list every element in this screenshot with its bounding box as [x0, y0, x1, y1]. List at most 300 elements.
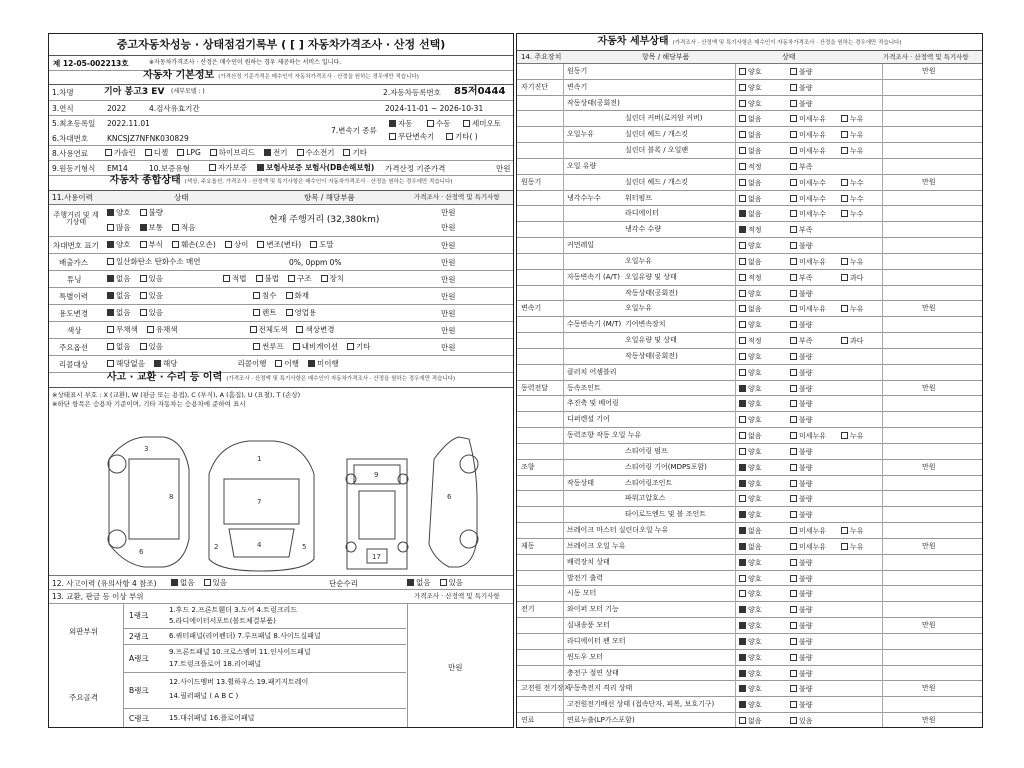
- detail-status-options: 양호 불량: [739, 670, 841, 678]
- detail-category: 조향: [521, 462, 535, 471]
- trans-opt-0: 자동: [389, 120, 413, 128]
- checkbox-icon: [790, 195, 797, 202]
- detail-row: [517, 96, 982, 112]
- checkbox-icon: [171, 579, 178, 586]
- detail-status-options: 없음 미세누수 누수: [739, 179, 892, 187]
- checkbox-icon: [347, 343, 354, 350]
- checkbox-icon: [841, 115, 848, 122]
- checkbox-icon: [790, 305, 797, 312]
- checkbox-icon: [841, 337, 848, 344]
- checkbox-icon: [172, 224, 179, 231]
- detail-status-options: 양호 불량: [739, 369, 841, 377]
- checkbox-icon: [739, 464, 746, 471]
- detail-subitem: 오일누유: [625, 304, 653, 313]
- checkbox-icon: [154, 360, 161, 367]
- detail-row: [517, 634, 982, 650]
- detail-subitem: 냉각수 수량: [625, 225, 662, 234]
- detail-subitem: 실린더 헤드 / 개스킷: [625, 130, 689, 139]
- rank-b-items: 12.사이드멤버 13.휠하우스 19.패키지트레이: [169, 678, 309, 686]
- warranty-label: 10.보증유형: [149, 164, 190, 173]
- vin-mark-row: [49, 237, 513, 254]
- special-opts: 없음 있음 침수 화재: [107, 292, 318, 300]
- detail-price-unit: 만원: [922, 383, 936, 392]
- vin-mark-unit: 만원: [441, 241, 456, 250]
- frame-label: 주요골격: [69, 693, 98, 702]
- checkbox-icon: [343, 149, 350, 156]
- price-label: 가격산정 기준가격: [385, 164, 446, 173]
- detail-row: [517, 381, 982, 397]
- checkbox-icon: [140, 343, 147, 350]
- form-number-note: ※자동차가격조사 · 산정은 매수인이 원하는 경우 제공하는 서비스 입니다.: [149, 59, 342, 66]
- color-label: 색상: [67, 326, 82, 335]
- detail-status-options: 양호 불량: [739, 353, 841, 361]
- detail-status-options: 없음 미세누유 누유: [739, 131, 892, 139]
- rank-c-row: [124, 709, 406, 728]
- detail-item: 수동변속기 (M/T): [567, 320, 622, 329]
- detail-row: [517, 555, 982, 571]
- checkbox-icon: [790, 432, 797, 439]
- checkbox-icon: [739, 195, 746, 202]
- left-panel: [48, 33, 514, 728]
- checkbox-icon: [790, 575, 797, 582]
- rank-c-label: C랭크: [129, 714, 149, 723]
- checkbox-icon: [739, 511, 746, 518]
- checkbox-icon: [739, 670, 746, 677]
- detail-status-options: 적정 부족: [739, 226, 841, 234]
- detail-subitem: 실린더 블록 / 오일팬: [625, 146, 689, 155]
- rank-a-label: A랭크: [129, 654, 149, 663]
- detail-item: 구동축전지 격리 상태: [567, 684, 633, 693]
- checkbox-icon: [739, 210, 746, 217]
- rank-a-items-2: 17.트렁크플로어 18.리어패널: [169, 660, 262, 668]
- checkbox-icon: [107, 241, 114, 248]
- parts-price-unit: 만원: [448, 663, 463, 672]
- detail-subitem: 오일유량 및 상태: [625, 272, 677, 281]
- detail-status-options: 없음 미세누유 누유: [739, 432, 892, 440]
- checkbox-icon: [739, 353, 746, 360]
- checkbox-icon: [140, 309, 147, 316]
- detail-price-unit: 만원: [922, 541, 936, 550]
- detail-status-options: 양호 불량: [739, 84, 841, 92]
- svg-text:3: 3: [144, 445, 149, 453]
- detail-price-unit: 만원: [922, 304, 936, 313]
- checkbox-icon: [790, 115, 797, 122]
- checkbox-icon: [739, 131, 746, 138]
- detail-category: 연료: [521, 716, 535, 725]
- detail-category: 원동기: [521, 177, 542, 186]
- detail-category: 전기: [521, 605, 535, 614]
- checkbox-icon: [841, 210, 848, 217]
- detail-row: [517, 618, 982, 634]
- detail-status-options: 양호 불량: [739, 448, 841, 456]
- checkbox-icon: [739, 590, 746, 597]
- checkbox-icon: [264, 149, 271, 156]
- mileage-label: 주행거리 및 계기상태: [53, 211, 99, 226]
- usage-unit: 만원: [441, 309, 456, 318]
- detail-subitem: 라디에이터: [625, 209, 659, 218]
- detail-status-options: 양호 불량: [739, 321, 841, 329]
- detail-status-options: 양호 불량: [739, 416, 841, 424]
- checkbox-icon: [739, 68, 746, 75]
- detail-status-options: 없음 미세누유 누유: [739, 115, 892, 123]
- detail-item: 냉각수누수: [567, 193, 601, 202]
- checkbox-icon: [145, 149, 152, 156]
- tuning-label: 튜닝: [67, 275, 82, 284]
- detail-category: 변속기: [521, 304, 542, 313]
- svg-text:2: 2: [214, 543, 219, 551]
- detail-status-options: 양호 불량: [739, 606, 841, 614]
- checkbox-icon: [739, 543, 746, 550]
- checkbox-icon: [140, 224, 147, 231]
- rank-b-row: [124, 673, 406, 709]
- checkbox-icon: [739, 84, 746, 91]
- detail-status-options: 적정 부족 과다: [739, 274, 892, 282]
- checkbox-icon: [739, 432, 746, 439]
- detail-row: [517, 365, 982, 381]
- trans-label: 7.변속기 종류: [331, 126, 377, 135]
- checkbox-icon: [841, 527, 848, 534]
- mileage-opts-1: 양호 불량: [107, 209, 172, 217]
- rank-2-items: 6.쿼터패널(리어펜더) 7.루프패널 8.사이드실패널: [169, 632, 321, 640]
- checkbox-icon: [790, 670, 797, 677]
- detail-status-options: 적정 부족 과다: [739, 337, 892, 345]
- checkbox-icon: [790, 210, 797, 217]
- car-right-side-view: [429, 437, 478, 567]
- detail-status-options: 양호 불량: [739, 495, 841, 503]
- detail-item: 배력장치 상태: [567, 557, 610, 566]
- checkbox-icon: [177, 149, 184, 156]
- detail-item: 고전원전기배선 상태 (접속단자, 피복, 보호기구): [567, 700, 715, 709]
- checkbox-icon: [446, 133, 453, 140]
- detail-status-options: 없음 있음: [739, 717, 841, 725]
- checkbox-icon: [790, 527, 797, 534]
- mileage-row: [49, 205, 513, 237]
- basic-row-3: [49, 116, 513, 146]
- detail-status-options: 양호 불량: [739, 242, 841, 250]
- svg-text:7: 7: [257, 498, 262, 506]
- detail-item: 브레이크 마스터 실린더오일 누유: [567, 526, 669, 535]
- checkbox-icon: [790, 622, 797, 629]
- right-panel: [516, 33, 983, 728]
- svg-text:1: 1: [257, 455, 262, 463]
- tuning-unit: 만원: [441, 275, 456, 284]
- trans-opt-1: 수동: [427, 120, 451, 128]
- detail-item: 충전구 절연 상태: [567, 668, 619, 677]
- car-top-view: [209, 441, 314, 571]
- checkbox-icon: [739, 385, 746, 392]
- detail-status-options: 양호 불량: [739, 559, 841, 567]
- detail-row: [517, 270, 982, 286]
- overall-section-title: 자동차 종합상태: [109, 175, 181, 186]
- form-title: 중고자동차성능 · 상태점검기록부 ( [ ] 자동차가격조사 · 산정 선택): [49, 34, 513, 56]
- detail-item: 자동변속기 (A/T): [567, 272, 620, 281]
- svg-text:8: 8: [169, 493, 174, 501]
- checkbox-icon: [790, 559, 797, 566]
- checkbox-icon: [107, 209, 114, 216]
- checkbox-icon: [790, 448, 797, 455]
- checkbox-icon: [223, 275, 230, 282]
- detail-row: [517, 650, 982, 666]
- svg-text:5: 5: [302, 543, 307, 551]
- accident-history-row: [49, 575, 513, 590]
- checkbox-icon: [790, 321, 797, 328]
- checkbox-icon: [389, 133, 396, 140]
- svg-text:17: 17: [372, 553, 381, 561]
- checkbox-icon: [204, 579, 211, 586]
- detail-status-options: 없음 미세누유 누유: [739, 258, 892, 266]
- divider: [882, 64, 883, 727]
- basic-row-4: [49, 146, 513, 161]
- accident-legend-2: ※하단 항목은 승용차 기준이며, 기타 자동차는 승용차에 준하여 표시: [52, 400, 246, 408]
- accident-section-note: (가격조사 · 산정액 및 특기사항은 매수인이 자동차가격조사 · 산정을 원하는 경우에만 적습니다): [226, 376, 456, 382]
- color-opts: 무채색 유채색 전체도색 색상변경: [107, 326, 343, 334]
- rank-1-label: 1랭크: [129, 611, 149, 620]
- detail-item: 연료누출(LP가스포함): [567, 716, 635, 725]
- trans-opt-3: 무단변속기: [389, 133, 434, 141]
- checkbox-icon: [296, 326, 303, 333]
- detail-subitem: 타이로드엔드 및 볼 조인트: [625, 510, 707, 519]
- fuel-options: 가솔린 디젤 LPG 하이브리드 전기 수소전기 기타: [105, 149, 376, 157]
- checkbox-icon: [739, 622, 746, 629]
- detail-row: [517, 539, 982, 555]
- detail-status-options: 양호 불량: [739, 701, 841, 709]
- detail-status-options: 없음 미세누유 누유: [739, 305, 892, 313]
- detail-subitem: 파워고압호스: [625, 494, 666, 503]
- checkbox-icon: [790, 163, 797, 170]
- detail-status-options: 양호 불량: [739, 400, 841, 408]
- form-number-row: [49, 56, 513, 71]
- detail-status-options: 양호 불량: [739, 480, 841, 488]
- detail-h4: 가격조사 · 산정액 및 특기사항: [883, 53, 969, 61]
- engine-value: EM14: [107, 164, 128, 173]
- checkbox-icon: [286, 309, 293, 316]
- checkbox-icon: [841, 131, 848, 138]
- detail-status-options: 없음 미세누유 누유: [739, 543, 892, 551]
- checkbox-icon: [790, 511, 797, 518]
- svg-text:6: 6: [139, 548, 144, 556]
- mileage-unit-1: 만원: [441, 208, 456, 217]
- detail-row: [517, 222, 982, 238]
- divider: [563, 64, 564, 727]
- overall-h1: 11.사용이력: [52, 193, 93, 202]
- detail-item: 클러치 어셈블리: [567, 367, 617, 376]
- detail-row: [517, 333, 982, 349]
- detail-row: [517, 444, 982, 460]
- option-row: [49, 339, 513, 356]
- checkbox-icon: [790, 100, 797, 107]
- detail-row: [517, 587, 982, 603]
- detail-row: [517, 254, 982, 270]
- usage-row: [49, 305, 513, 322]
- detail-item: 디퍼렌셜 기어: [567, 415, 610, 424]
- detail-category: 제동: [521, 541, 535, 550]
- model-value: 기아 봉고3 EV: [104, 87, 165, 97]
- checkbox-icon: [790, 685, 797, 692]
- detail-item: 커먼레일: [567, 241, 595, 250]
- checkbox-icon: [140, 241, 147, 248]
- emission-values: 0%, 0ppm 0%: [289, 258, 342, 267]
- detail-price-unit: 만원: [922, 716, 936, 725]
- reg-label: 2.자동차등록번호: [383, 88, 441, 97]
- checkbox-icon: [841, 258, 848, 265]
- detail-price-unit: 만원: [922, 177, 936, 186]
- accident-section-header: [49, 373, 513, 388]
- checkbox-icon: [107, 326, 114, 333]
- detail-h2: 항목 / 해당부품: [642, 53, 690, 61]
- color-row: [49, 322, 513, 339]
- checkbox-icon: [739, 290, 746, 297]
- svg-text:6: 6: [447, 493, 452, 501]
- checkbox-icon: [739, 416, 746, 423]
- checkbox-icon: [739, 606, 746, 613]
- detail-category: 자기진단: [521, 82, 549, 91]
- checkbox-icon: [308, 360, 315, 367]
- checkbox-icon: [841, 274, 848, 281]
- form-number: 제 12-05-002213호: [53, 59, 129, 68]
- detail-row: [517, 143, 982, 159]
- detail-row: [517, 492, 982, 508]
- detail-subitem: 오일유량 및 상태: [625, 336, 677, 345]
- first-reg-label: 5.최초등록일: [52, 119, 96, 128]
- detail-subitem: 작동상태(공회전): [625, 288, 678, 297]
- detail-price-unit: 만원: [922, 462, 936, 471]
- checkbox-icon: [463, 120, 470, 127]
- checkbox-icon: [256, 275, 263, 282]
- detail-subitem: 스티어링 기어(MDPS포함): [625, 462, 707, 471]
- checkbox-icon: [739, 226, 746, 233]
- rank-a-items: 9.프론트패널 10.크로스멤버 11.인사이드패널: [169, 648, 311, 656]
- checkbox-icon: [790, 495, 797, 502]
- detail-row: [517, 80, 982, 96]
- detail-status-options: 양호 불량: [739, 385, 841, 393]
- accident-legend-1: ※상태표시 부호 : X (교환), W (판금 또는 용접), C (부식), A (흠집), U (요철), T (손상): [52, 391, 301, 399]
- vin-mark-label: 차대번호 표기: [53, 241, 99, 250]
- detail-item: 작동상태: [567, 478, 595, 487]
- recall-label: 리콜대상: [59, 360, 88, 369]
- checkbox-icon: [790, 274, 797, 281]
- checkbox-icon: [739, 527, 746, 534]
- checkbox-icon: [739, 559, 746, 566]
- checkbox-icon: [739, 480, 746, 487]
- detail-row: [517, 112, 982, 128]
- detail-table-header: [517, 51, 982, 64]
- model-label: 1.차명: [52, 88, 74, 97]
- year-label: 3.연식: [52, 104, 74, 113]
- checkbox-icon: [253, 343, 260, 350]
- detail-row: [517, 175, 982, 191]
- checkbox-icon: [739, 495, 746, 502]
- overall-h4: 가격조사 · 산정액 및 특기사항: [414, 193, 500, 201]
- checkbox-icon: [790, 290, 797, 297]
- option-opts: 없음 있음 썬루프 내비게이션 기타: [107, 343, 379, 351]
- trans-opt-4: 기타( ): [446, 133, 478, 141]
- checkbox-icon: [739, 701, 746, 708]
- detail-status-options: 양호 불량: [739, 68, 841, 76]
- simple-repair-label: 단순수리: [329, 579, 358, 588]
- car-damage-diagram: [89, 429, 479, 574]
- checkbox-icon: [107, 309, 114, 316]
- checkbox-icon: [107, 360, 114, 367]
- emission-text: 일산화탄소 탄화수소 매연: [107, 258, 200, 266]
- checkbox-icon: [790, 654, 797, 661]
- overall-h3: 항목 / 해당부품: [304, 193, 355, 202]
- rank-1-items: 1.후드 2.프론트휀더 3.도어 4.트렁크리드: [169, 606, 298, 614]
- checkbox-icon: [321, 275, 328, 282]
- checkbox-icon: [790, 353, 797, 360]
- warranty-opt-0: 자가보증: [209, 164, 247, 172]
- detail-status-options: 양호 불량: [739, 638, 841, 646]
- overall-h2: 상태: [174, 193, 189, 202]
- rank-b-label: B랭크: [129, 686, 149, 695]
- detail-item: 발전기 출력: [567, 573, 604, 582]
- checkbox-icon: [250, 326, 257, 333]
- engine-label: 9.원동기형식: [52, 164, 96, 173]
- rank-2-label: 2랭크: [129, 632, 149, 641]
- checkbox-icon: [790, 226, 797, 233]
- rank-a-row: [124, 645, 406, 673]
- checkbox-icon: [790, 131, 797, 138]
- checkbox-icon: [107, 275, 114, 282]
- valid-value: 2024-11-01 ~ 2026-10-31: [385, 104, 484, 113]
- detail-item: 실내송풍 모터: [567, 621, 610, 630]
- divider: [735, 64, 736, 727]
- checkbox-icon: [790, 179, 797, 186]
- checkbox-icon: [841, 543, 848, 550]
- checkbox-icon: [140, 275, 147, 282]
- recall-row: [49, 356, 513, 373]
- checkbox-icon: [288, 275, 295, 282]
- detail-status-options: 양호 불량: [739, 464, 841, 472]
- detail-category: 고전원 전기장치: [521, 684, 571, 693]
- checkbox-icon: [739, 369, 746, 376]
- special-row: [49, 288, 513, 305]
- checkbox-icon: [790, 400, 797, 407]
- checkbox-icon: [739, 179, 746, 186]
- checkbox-icon: [739, 654, 746, 661]
- detail-row: [517, 602, 982, 618]
- detail-item: 브레이크 오일 누유: [567, 541, 626, 550]
- detail-row: [517, 191, 982, 207]
- parts-category-col: [49, 604, 124, 728]
- detail-subitem: 실린더 헤드 / 개스킷: [625, 177, 689, 186]
- detail-item: 오일누유: [567, 130, 595, 139]
- detail-section-note: (가격조사 · 산정액 및 특기사항은 매수인이 자동차가격조사 · 산정을 원하는 경우에만 적습니다): [672, 40, 902, 46]
- overall-table-header: [49, 191, 513, 205]
- mileage-opts-2: 많음 보통 적음: [107, 224, 205, 232]
- checkbox-icon: [286, 292, 293, 299]
- vin-value: KNCSJZ7NFNK030829: [107, 134, 189, 143]
- checkbox-icon: [790, 68, 797, 75]
- emission-row: [49, 254, 513, 271]
- checkbox-icon: [739, 147, 746, 154]
- checkbox-icon: [389, 120, 396, 127]
- tuning-row: [49, 271, 513, 288]
- checkbox-icon: [841, 179, 848, 186]
- detail-item: 오일 유량: [567, 161, 597, 170]
- parts-price-label: 가격조사 · 산정액 및 특기사항: [414, 592, 500, 600]
- detail-row: [517, 713, 982, 728]
- valid-label: 4.검사유효기간: [149, 104, 200, 113]
- emission-label: 배출가스: [59, 258, 88, 267]
- year-value: 2022: [107, 104, 127, 113]
- detail-price-unit: 만원: [922, 684, 936, 693]
- price-unit: 만원: [496, 164, 511, 173]
- checkbox-icon: [105, 149, 112, 156]
- accident-history-label: 12. 사고이력 (유의사항 4 참조): [52, 579, 157, 588]
- checkbox-icon: [790, 590, 797, 597]
- rank-b-items-2: 14.필러패널 ( A B C ): [169, 692, 239, 700]
- detail-section-header: [517, 34, 982, 51]
